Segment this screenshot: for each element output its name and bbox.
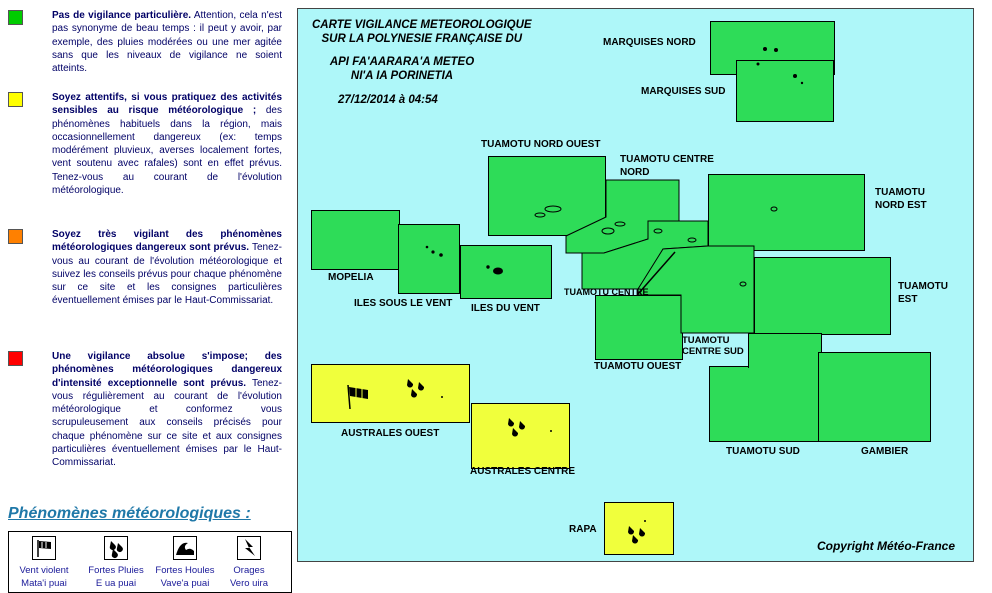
label-tuamotu-est: TUAMOTU EST [898, 281, 948, 305]
phenomenon-wind-tah: Mata'i puai [21, 578, 67, 589]
label-marquises-sud: MARQUISES SUD [641, 86, 726, 97]
green-swatch [8, 10, 23, 25]
label-gambier: GAMBIER [861, 446, 909, 457]
rain-drops-icon [508, 418, 525, 437]
legend-text-yellow: Soyez attentifs, si vous pratiquez des activités sensibles au risque météorologique ; des phénomènes habituels dans la région, mais occasionnellement dangereux (ex: temps modérément pluvieux, averses localement fortes, vent soutenu avec rafales) sont en effet prévus. Tenez-vous au courant de l'évolution météorologique. [52, 92, 282, 197]
phenomena-box [8, 531, 292, 593]
label-tuamotu-sud: TUAMOTU SUD [726, 446, 800, 457]
rain-drops-icon [628, 526, 645, 544]
label-tuamotu-centre-nord: TUAMOTU CENTRE NORD [620, 154, 714, 178]
phenomenon-storm-fr: Orages [233, 565, 265, 576]
lightning-icon [237, 536, 261, 560]
wind-flag-icon [348, 385, 368, 409]
label-mopelia: MOPELIA [328, 272, 374, 283]
map-subtitle: API FA'AARARA'A METEO NI'A IA PORINETIA [329, 56, 475, 82]
legend-text-orange: Soyez très vigilant des phénomènes météorologiques dangereux sont prévus. Tenez-vous au courant de l'évolution météorologique et suivez les conseils prévus pour chaque phénomène sur ce site et les consignes particulières éventuellement émises par le Haut-Commissariat. [52, 229, 282, 307]
zone-australes-centre[interactable] [471, 403, 570, 469]
zone-rapa[interactable] [604, 502, 674, 555]
phenomena-title[interactable]: Phénomènes météorologiques : [8, 505, 251, 522]
rapa-weather [605, 503, 673, 554]
phenomenon-rain-tah: E ua puai [95, 578, 137, 589]
label-tuamotu-nord-ouest: TUAMOTU NORD OUEST [481, 139, 601, 150]
phenomenon-waves-tah: Vave'a puai [160, 578, 210, 589]
wind-flag-icon [32, 536, 56, 560]
label-tuamotu-centre: TUAMOTU CENTRE [564, 287, 649, 297]
label-australes-centre: AUSTRALES CENTRE [470, 466, 576, 477]
legend-text-green: Pas de vigilance particulière. Attention, cela n'est pas synonyme de beau temps : il peut y avoir, par exemple, des pluies modérées ou une mer agitée sans que les niveaux de vigilance ne soient atteints. [52, 10, 282, 75]
map-title: CARTE VIGILANCE METEOROLOGIQUE SUR LA POLYNESIE FRANÇAISE DU [312, 19, 532, 45]
wave-icon [173, 536, 197, 560]
australes-centre-weather [472, 404, 569, 468]
phenomenon-waves[interactable] [150, 534, 220, 590]
label-tuamotu-nord-est: TUAMOTU NORD EST [875, 187, 927, 211]
phenomenon-wind-fr: Vent violent [19, 565, 69, 576]
rain-drops-icon [104, 536, 128, 560]
label-iles-sous-le-vent: ILES SOUS LE VENT [354, 298, 453, 309]
phenomenon-rain[interactable] [81, 534, 151, 590]
phenomenon-waves-fr: Fortes Houles [155, 565, 215, 576]
zone-australes-ouest[interactable] [311, 364, 470, 423]
phenomenon-rain-fr: Fortes Pluies [88, 565, 144, 576]
map-datetime: 27/12/2014 à 04:54 [338, 94, 438, 106]
legend-text-red: Une vigilance absolue s'impose; des phénomènes météorologiques dangereux d'intensité exceptionnelle sont prévus. Tenez-vous régulièrement au courant de l'évolution météorologique et conformez vous scrupuleusement aux conseils précisés pour chaque phénomène sur ce site et aux consignes particulières éventuellement émises par le Haut-Commissariat. [52, 351, 282, 469]
label-marquises-nord: MARQUISES NORD [603, 37, 696, 48]
phenomenon-storm[interactable] [214, 534, 284, 590]
map-overlay [298, 9, 973, 561]
label-iles-du-vent: ILES DU VENT [471, 303, 540, 314]
label-tuamotu-ouest: TUAMOTU OUEST [594, 361, 682, 372]
label-australes-ouest: AUSTRALES OUEST [341, 428, 440, 439]
yellow-swatch [8, 92, 23, 107]
red-swatch [8, 351, 23, 366]
rain-drops-icon [407, 379, 424, 398]
label-rapa: RAPA [569, 524, 597, 535]
phenomenon-wind[interactable] [9, 534, 79, 590]
orange-swatch [8, 229, 23, 244]
copyright: Copyright Météo-France [816, 539, 955, 553]
phenomenon-storm-tah: Vero uira [229, 578, 269, 589]
label-tuamotu-centre-sud: TUAMOTU CENTRE SUD [682, 335, 744, 357]
australes-ouest-weather [312, 365, 469, 422]
vigilance-map [297, 8, 974, 562]
